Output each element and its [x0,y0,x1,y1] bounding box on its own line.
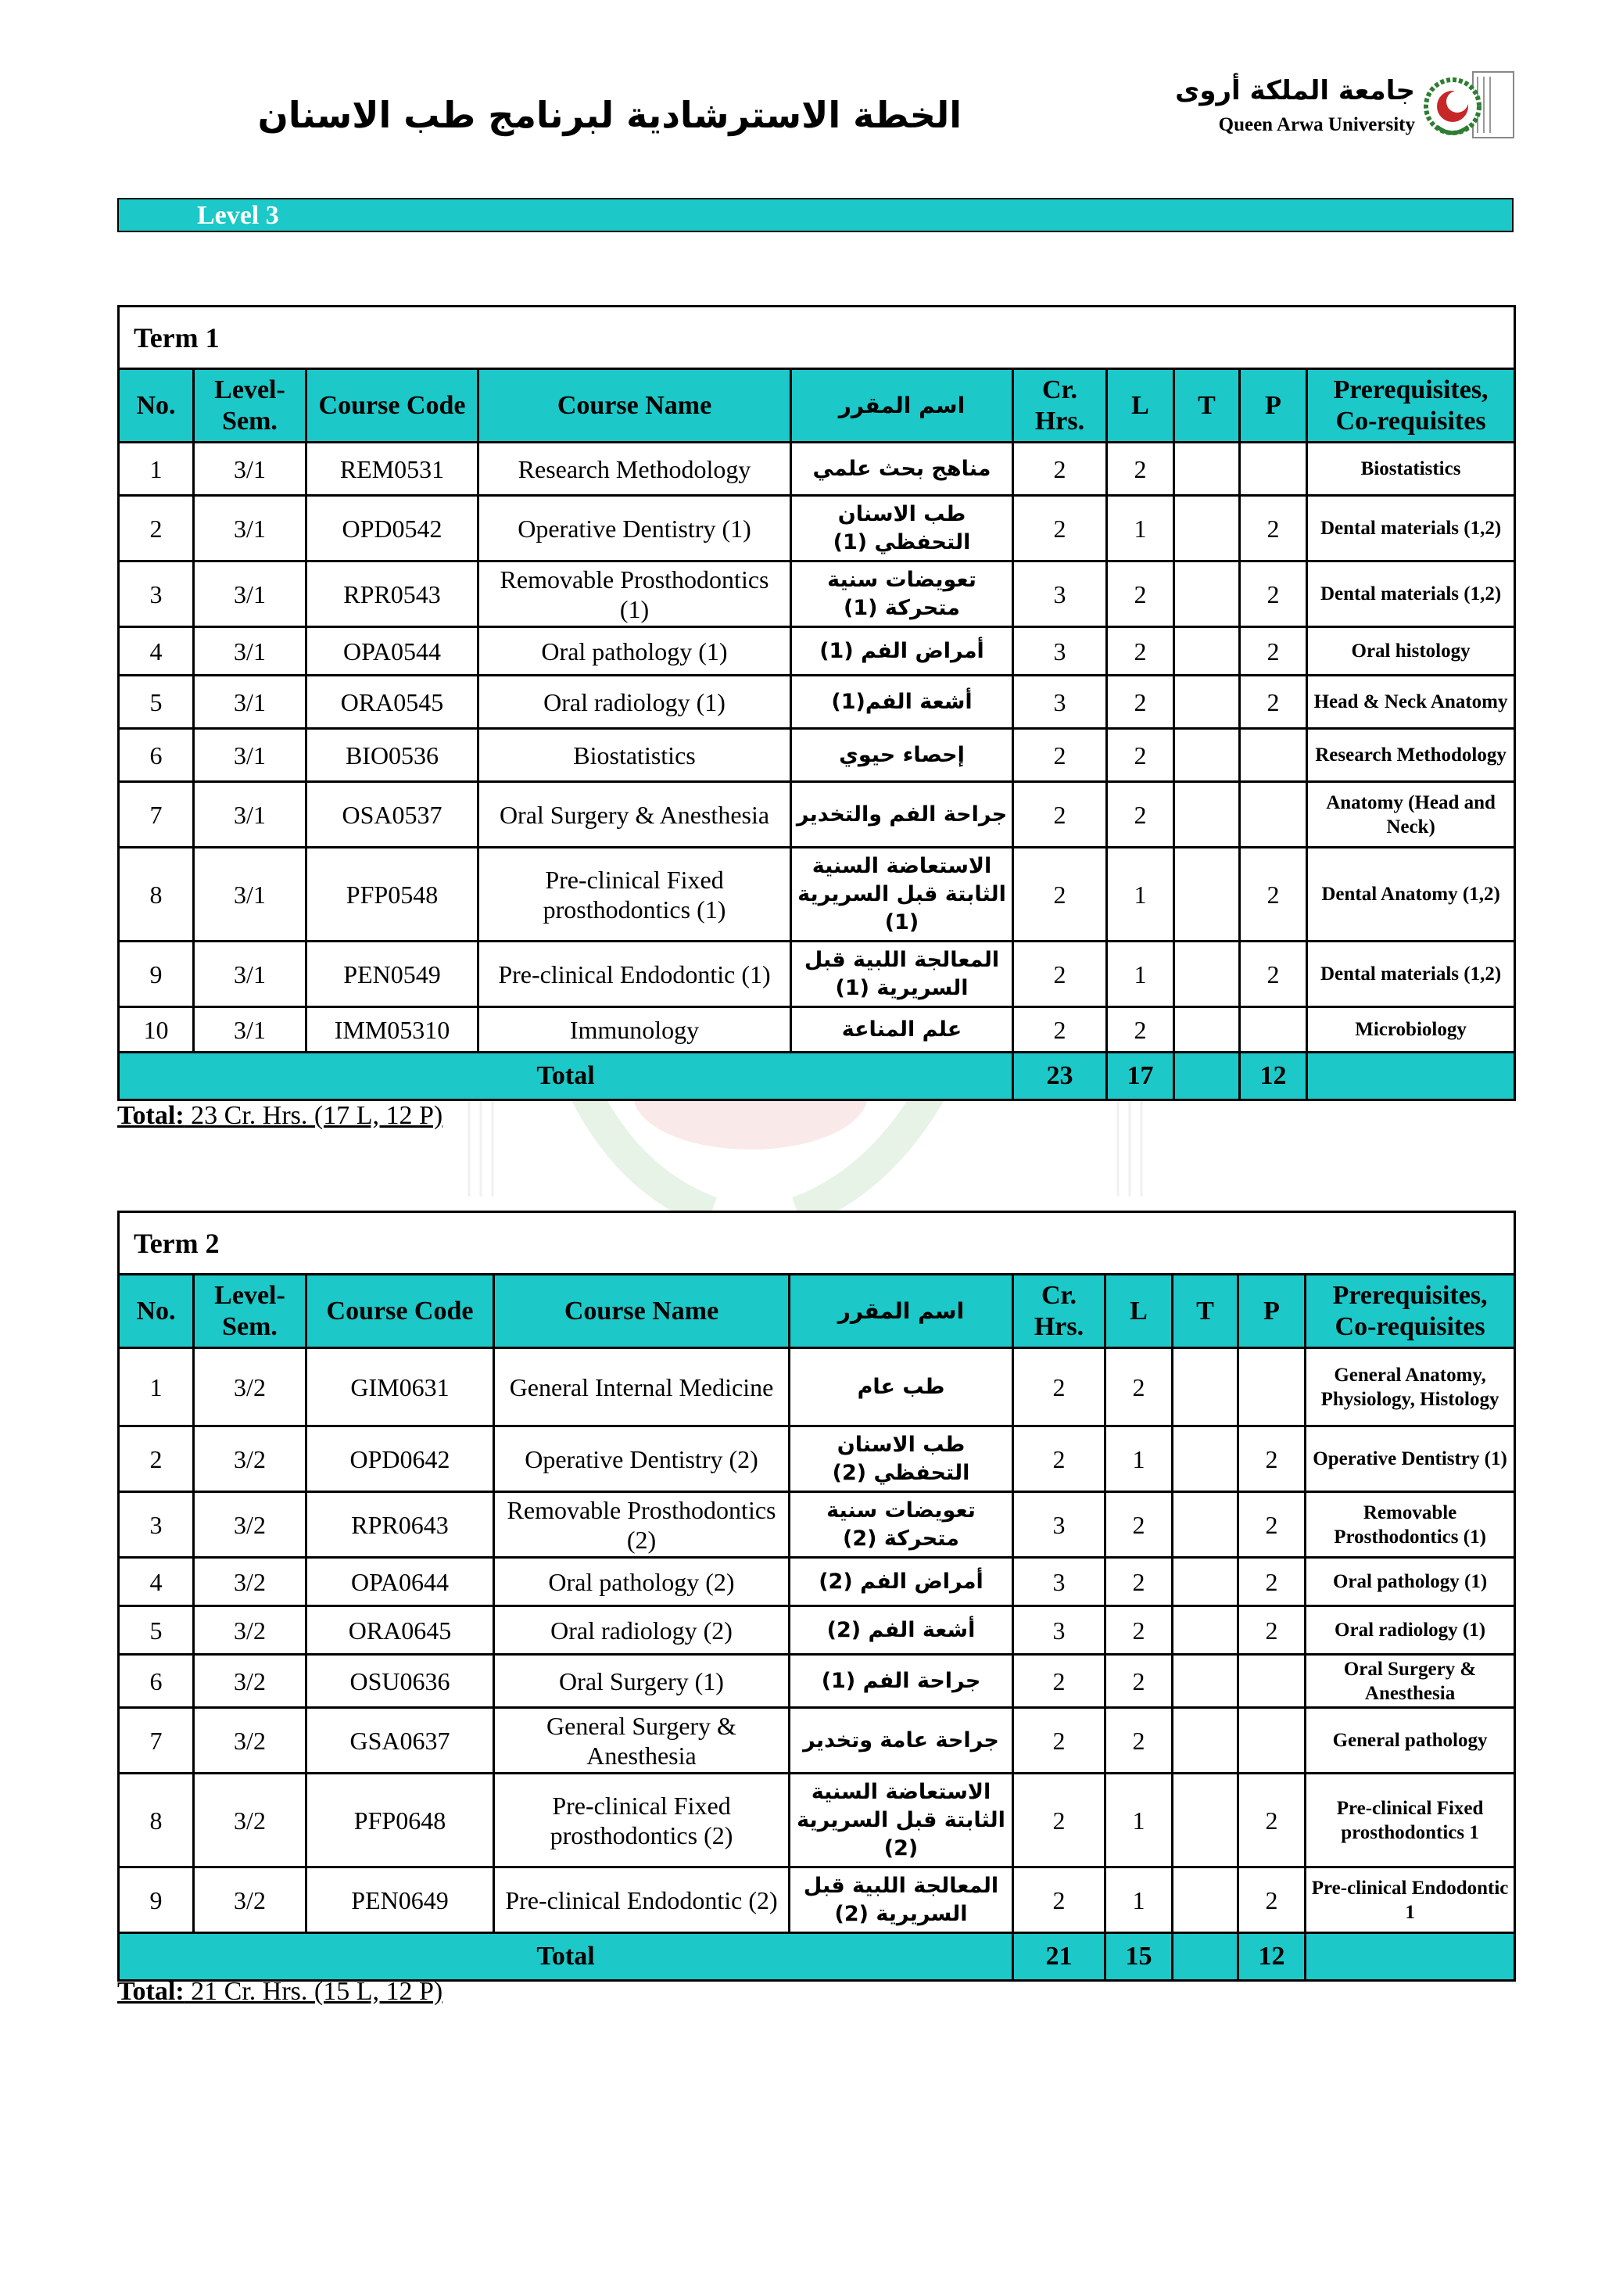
level-sem: 3/1 [194,729,306,782]
course-name-ar: طب عام [790,1348,1013,1426]
course-no: 6 [119,729,194,782]
lecture-hours: 1 [1107,848,1174,942]
col-header-prereq: Prerequisites, Co-requisites [1306,1275,1515,1348]
lecture-hours: 2 [1107,1007,1174,1053]
cr-hrs: 2 [1013,496,1107,561]
course-name-ar: أمراض الفم (1) [791,627,1013,676]
course-name-ar: أمراض الفم (2) [790,1558,1013,1606]
cr-hrs: 2 [1013,1655,1105,1708]
prerequisites: Oral Surgery & Anesthesia [1306,1655,1515,1708]
cr-hrs: 3 [1013,676,1107,729]
total-prereq [1307,1053,1515,1100]
practical-hours: 2 [1240,848,1307,942]
tutorial-hours [1173,1492,1238,1558]
col-header-course-name: Course Name [478,369,791,443]
cr-hrs: 3 [1013,561,1107,627]
lecture-hours: 2 [1105,1492,1173,1558]
lecture-hours: 2 [1107,782,1174,848]
course-name-ar: طب الاسنان التحفظي (1) [791,496,1013,561]
table-row [119,729,1515,782]
col-header-l: L [1105,1275,1173,1348]
practical-hours: 2 [1238,1492,1306,1558]
level-sem: 3/1 [194,782,306,848]
col-header-t: T [1174,369,1240,443]
course-name-ar: علم المناعة [791,1007,1013,1053]
lecture-hours: 2 [1107,627,1174,676]
table-row [119,1007,1515,1053]
lecture-hours: 2 [1107,443,1174,496]
practical-hours: 2 [1240,942,1307,1007]
practical-hours [1240,729,1307,782]
practical-hours [1238,1348,1306,1426]
table-row [119,1867,1515,1933]
course-name-ar: المعالجة اللبية قبل السريرية (1) [791,942,1013,1007]
course-name: Operative Dentistry (1) [478,496,791,561]
lecture-hours: 1 [1107,496,1174,561]
term-title: Term 2 [119,1212,1515,1275]
level-sem: 3/1 [194,496,306,561]
prerequisites: Operative Dentistry (1) [1306,1426,1515,1492]
summary-text: 21 Cr. Hrs. (15 L, 12 P) [184,1977,443,2006]
course-code: REM0531 [306,443,478,496]
tutorial-hours [1174,627,1240,676]
summary-label: Total: [117,1977,185,2006]
course-name-ar: طب الاسنان التحفظي (2) [790,1426,1013,1492]
level-sem: 3/2 [194,1348,306,1426]
course-no: 3 [119,561,194,627]
course-code: IMM05310 [306,1007,478,1053]
level-sem: 3/1 [194,443,306,496]
level-sem: 3/1 [194,942,306,1007]
level-sem: 3/1 [194,676,306,729]
course-code: ORA0545 [306,676,478,729]
table-row [119,1708,1515,1774]
course-name-ar: جراحة عامة وتخدير [790,1708,1013,1774]
prerequisites: Oral radiology (1) [1306,1606,1515,1655]
col-header-no: No. [119,369,194,443]
lecture-hours: 1 [1105,1774,1173,1867]
prerequisites: Dental materials (1,2) [1307,496,1515,561]
lecture-hours: 2 [1105,1348,1173,1426]
lecture-hours: 2 [1105,1606,1173,1655]
summary-label: Total: [117,1101,185,1130]
total-row [119,1933,1515,1981]
level-sem: 3/1 [194,1007,306,1053]
course-code: ORA0645 [306,1606,494,1655]
cr-hrs: 2 [1013,443,1107,496]
university-logo [1165,66,1524,144]
lecture-hours: 2 [1105,1558,1173,1606]
prerequisites: Biostatistics [1307,443,1515,496]
course-code: BIO0536 [306,729,478,782]
course-name: Pre-clinical Endodontic (1) [478,942,791,1007]
tutorial-hours [1174,848,1240,942]
total-cr-hrs: 23 [1013,1053,1107,1100]
course-name: Pre-clinical Endodontic (2) [494,1867,790,1933]
cr-hrs: 3 [1013,1492,1105,1558]
course-code: GIM0631 [306,1348,494,1426]
cr-hrs: 2 [1013,782,1107,848]
course-name: Immunology [478,1007,791,1053]
total-prereq [1306,1933,1515,1981]
course-name: General Surgery & Anesthesia [494,1708,790,1774]
course-name: Oral pathology (1) [478,627,791,676]
prerequisites: General pathology [1306,1708,1515,1774]
course-no: 5 [119,1606,194,1655]
course-name: Biostatistics [478,729,791,782]
col-header-t: T [1173,1275,1238,1348]
course-no: 7 [119,1708,194,1774]
tutorial-hours [1174,496,1240,561]
total-p: 12 [1238,1933,1306,1981]
col-header-no: No. [119,1275,194,1348]
course-name: Pre-clinical Fixed prosthodontics (2) [494,1774,790,1867]
total-cr-hrs: 21 [1013,1933,1105,1981]
course-name: General Internal Medicine [494,1348,790,1426]
course-no: 2 [119,496,194,561]
university-name-ar: جامعة الملكة أروى [1175,75,1415,106]
lecture-hours: 1 [1105,1867,1173,1933]
practical-hours: 2 [1238,1558,1306,1606]
course-code: PEN0649 [306,1867,494,1933]
table-row [119,496,1515,561]
tutorial-hours [1174,782,1240,848]
prerequisites: Microbiology [1307,1007,1515,1053]
tutorial-hours [1174,676,1240,729]
tutorial-hours [1174,729,1240,782]
cr-hrs: 2 [1013,729,1107,782]
practical-hours [1240,782,1307,848]
practical-hours: 2 [1238,1426,1306,1492]
level-sem: 3/1 [194,848,306,942]
total-t [1174,1053,1240,1100]
level-sem: 3/1 [194,627,306,676]
table-row [119,1655,1515,1708]
summary-text: 23 Cr. Hrs. (17 L, 12 P) [184,1101,443,1130]
course-name: Removable Prosthodontics (2) [494,1492,790,1558]
col-header-p: P [1240,369,1307,443]
col-header-l: L [1107,369,1174,443]
course-no: 1 [119,443,194,496]
prerequisites: Anatomy (Head and Neck) [1307,782,1515,848]
course-name-ar: أشعة الفم (2) [790,1606,1013,1655]
prerequisites: General Anatomy, Physiology, Histology [1306,1348,1515,1426]
course-name-ar: إحصاء حيوي [791,729,1013,782]
tutorial-hours [1173,1426,1238,1492]
level-label: Level 3 [197,201,279,230]
level-sem: 3/1 [194,561,306,627]
term-2-summary [117,1977,442,2007]
total-t [1173,1933,1238,1981]
course-no: 1 [119,1348,194,1426]
lecture-hours: 2 [1107,676,1174,729]
tutorial-hours [1173,1655,1238,1708]
practical-hours: 2 [1238,1606,1306,1655]
course-name-ar: تعويضات سنية متحركة (2) [790,1492,1013,1558]
course-no: 4 [119,627,194,676]
cr-hrs: 2 [1013,1426,1105,1492]
course-code: PFP0648 [306,1774,494,1867]
course-code: OPA0644 [306,1558,494,1606]
level-sem: 3/2 [194,1867,306,1933]
total-l: 17 [1107,1053,1174,1100]
col-header-level-sem: Level-Sem. [194,369,306,443]
lecture-hours: 2 [1105,1655,1173,1708]
course-name: Oral Surgery (1) [494,1655,790,1708]
col-header-level-sem: Level-Sem. [194,1275,306,1348]
course-code: OPA0544 [306,627,478,676]
level-sem: 3/2 [194,1606,306,1655]
course-code: OPD0542 [306,496,478,561]
cr-hrs: 2 [1013,1348,1105,1426]
tutorial-hours [1173,1348,1238,1426]
course-code: RPR0543 [306,561,478,627]
prerequisites: Oral histology [1307,627,1515,676]
col-header-course-code: Course Code [306,1275,494,1348]
tutorial-hours [1174,561,1240,627]
total-label: Total [119,1053,1013,1100]
course-no: 3 [119,1492,194,1558]
table-row [119,561,1515,627]
term-1-summary [117,1101,442,1131]
term-2-table [117,1211,1516,1982]
col-header-cr-hrs: Cr. Hrs. [1013,369,1107,443]
course-code: OSA0537 [306,782,478,848]
course-no: 8 [119,848,194,942]
table-row [119,942,1515,1007]
table-row [119,1492,1515,1558]
course-name: Oral radiology (1) [478,676,791,729]
tutorial-hours [1173,1708,1238,1774]
cr-hrs: 3 [1013,1558,1105,1606]
total-l: 15 [1105,1933,1173,1981]
practical-hours: 2 [1238,1867,1306,1933]
course-name: Research Methodology [478,443,791,496]
total-p: 12 [1240,1053,1307,1100]
page-title: الخطة الاسترشادية لبرنامج طب الاسنان [257,94,962,136]
level-sem: 3/2 [194,1774,306,1867]
cr-hrs: 3 [1013,627,1107,676]
col-header-cr-hrs: Cr. Hrs. [1013,1275,1105,1348]
total-row [119,1053,1515,1100]
table-row [119,848,1515,942]
course-code: OPD0642 [306,1426,494,1492]
term-title: Term 1 [119,307,1515,369]
course-name-ar: تعويضات سنية متحركة (1) [791,561,1013,627]
table-row [119,1558,1515,1606]
practical-hours: 2 [1238,1774,1306,1867]
course-name-ar: المعالجة اللبية قبل السريرية (2) [790,1867,1013,1933]
practical-hours: 2 [1240,627,1307,676]
course-name-ar: جراحة الفم والتخدير [791,782,1013,848]
cr-hrs: 2 [1013,1708,1105,1774]
col-header-course-name-ar: اسم المقرر [791,369,1013,443]
course-name: Pre-clinical Fixed prosthodontics (1) [478,848,791,942]
course-code: PEN0549 [306,942,478,1007]
lecture-hours: 2 [1107,561,1174,627]
course-no: 10 [119,1007,194,1053]
prerequisites: Dental materials (1,2) [1307,942,1515,1007]
cr-hrs: 2 [1013,1867,1105,1933]
course-name: Oral Surgery & Anesthesia [478,782,791,848]
table-row [119,1606,1515,1655]
table-row [119,676,1515,729]
practical-hours [1240,1007,1307,1053]
prerequisites: Dental Anatomy (1,2) [1307,848,1515,942]
table-header-row [119,1275,1515,1348]
practical-hours: 2 [1240,561,1307,627]
prerequisites: Oral pathology (1) [1306,1558,1515,1606]
course-no: 2 [119,1426,194,1492]
course-no: 9 [119,942,194,1007]
course-name-ar: جراحة الفم (1) [790,1655,1013,1708]
col-header-prereq: Prerequisites, Co-requisites [1307,369,1515,443]
course-code: GSA0637 [306,1708,494,1774]
col-header-course-code: Course Code [306,369,478,443]
col-header-course-name: Course Name [494,1275,790,1348]
prerequisites: Pre-clinical Fixed prosthodontics 1 [1306,1774,1515,1867]
course-no: 9 [119,1867,194,1933]
level-header-bar [117,198,1514,232]
lecture-hours: 2 [1105,1708,1173,1774]
prerequisites: Removable Prosthodontics (1) [1306,1492,1515,1558]
tutorial-hours [1173,1558,1238,1606]
cr-hrs: 3 [1013,1606,1105,1655]
tutorial-hours [1174,942,1240,1007]
course-name: Oral radiology (2) [494,1606,790,1655]
course-code: RPR0643 [306,1492,494,1558]
course-name: Removable Prosthodontics (1) [478,561,791,627]
cr-hrs: 2 [1013,1774,1105,1867]
level-sem: 3/2 [194,1558,306,1606]
practical-hours: 2 [1240,496,1307,561]
table-row [119,782,1515,848]
cr-hrs: 2 [1013,848,1107,942]
level-sem: 3/2 [194,1426,306,1492]
prerequisites: Research Methodology [1307,729,1515,782]
table-header-row [119,369,1515,443]
course-code: PFP0548 [306,848,478,942]
total-label: Total [119,1933,1013,1981]
lecture-hours: 1 [1107,942,1174,1007]
table-row [119,1426,1515,1492]
course-name-ar: أشعة الفم(1) [791,676,1013,729]
course-name-ar: الاستعاضة السنية الثابتة قبل السريرية (1) [791,848,1013,942]
cr-hrs: 2 [1013,942,1107,1007]
table-row [119,443,1515,496]
practical-hours [1238,1708,1306,1774]
practical-hours: 2 [1240,676,1307,729]
level-sem: 3/2 [194,1492,306,1558]
course-no: 8 [119,1774,194,1867]
practical-hours [1240,443,1307,496]
table-row [119,1348,1515,1426]
tutorial-hours [1173,1606,1238,1655]
term-1-table [117,305,1516,1101]
course-name-ar: الاستعاضة السنية الثابتة قبل السريرية (2) [790,1774,1013,1867]
level-sem: 3/2 [194,1655,306,1708]
course-name: Operative Dentistry (2) [494,1426,790,1492]
practical-hours [1238,1655,1306,1708]
lecture-hours: 2 [1107,729,1174,782]
prerequisites: Pre-clinical Endodontic 1 [1306,1867,1515,1933]
prerequisites: Dental materials (1,2) [1307,561,1515,627]
course-code: OSU0636 [306,1655,494,1708]
col-header-p: P [1238,1275,1306,1348]
course-no: 7 [119,782,194,848]
cr-hrs: 2 [1013,1007,1107,1053]
course-name: Oral pathology (2) [494,1558,790,1606]
tutorial-hours [1173,1867,1238,1933]
table-row [119,1774,1515,1867]
course-no: 5 [119,676,194,729]
tutorial-hours [1174,443,1240,496]
tutorial-hours [1174,1007,1240,1053]
prerequisites: Head & Neck Anatomy [1307,676,1515,729]
col-header-course-name-ar: اسم المقرر [790,1275,1013,1348]
university-name-en: Queen Arwa University [1218,114,1415,135]
table-row [119,627,1515,676]
tutorial-hours [1173,1774,1238,1867]
university-emblem-icon [1420,66,1517,144]
lecture-hours: 1 [1105,1426,1173,1492]
course-no: 6 [119,1655,194,1708]
course-no: 4 [119,1558,194,1606]
level-sem: 3/2 [194,1708,306,1774]
course-name-ar: مناهج بحث علمي [791,443,1013,496]
